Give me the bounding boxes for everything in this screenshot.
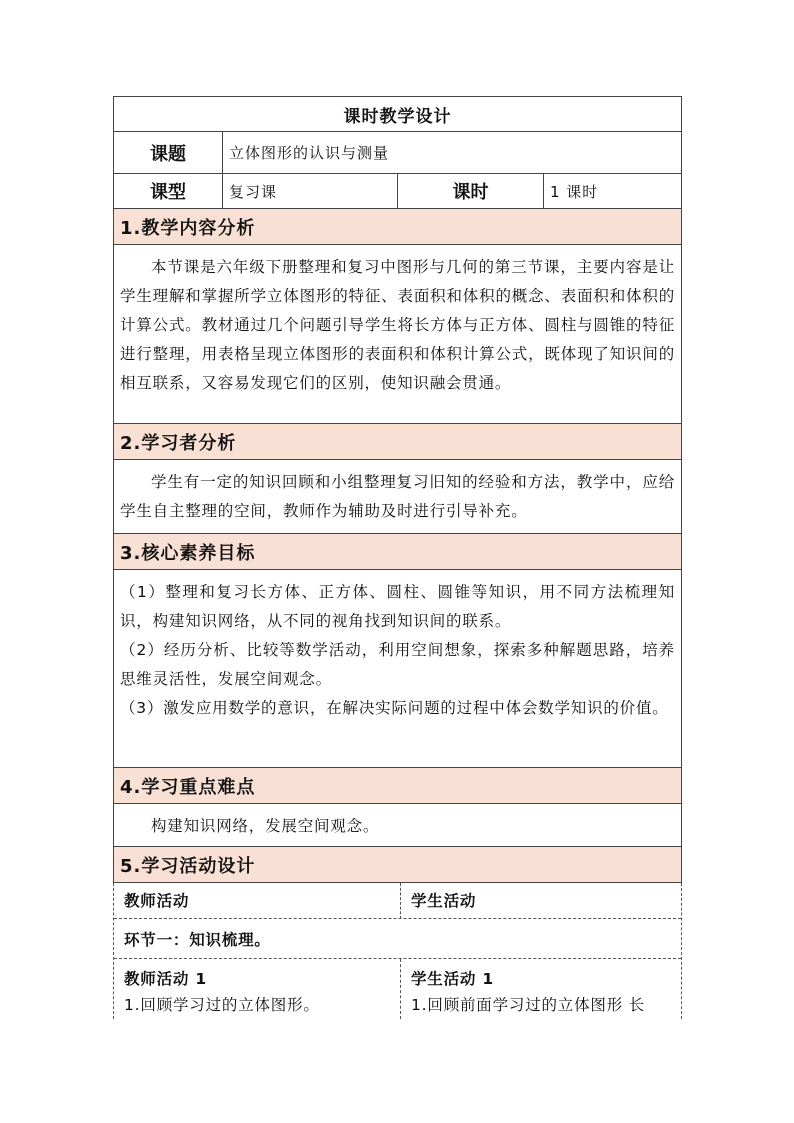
hours-label: 课时: [398, 174, 544, 208]
section-5-header: [113, 847, 682, 883]
section-2-title: 2.学习者分析: [114, 424, 681, 459]
stage-1-text: 环节一：知识梳理。: [124, 930, 271, 949]
topic-row: [113, 132, 682, 174]
section-3-body: [113, 570, 682, 768]
hours-value: 1 课时: [550, 182, 599, 201]
teacher-activity-1: [114, 959, 401, 1019]
title-row: [113, 96, 682, 132]
teacher-activity-1-title: 教师活动 1: [124, 970, 207, 988]
topic-label: 课题: [114, 132, 223, 173]
type-value: 复习课: [223, 174, 398, 208]
section-3-title: 3.核心素养目标: [114, 534, 681, 569]
section-5-title: 5.学习活动设计: [114, 847, 681, 882]
section-4-title: 4.学习重点难点: [114, 768, 681, 803]
section-3-header: [113, 534, 682, 570]
stage-1-title: [114, 928, 681, 950]
section-4-header: [113, 768, 682, 804]
goal-item-3: （3）激发应用数学的意识，在解决实际问题的过程中体会数学知识的价值。: [120, 699, 669, 717]
activity-table: [113, 883, 682, 1019]
section-1-title: 1.教学内容分析: [114, 209, 681, 244]
activity-1-row: [114, 959, 681, 1019]
stage-row: [114, 919, 681, 959]
section-4-body: [113, 804, 682, 847]
section-1-header: [113, 209, 682, 245]
type-row: [113, 174, 682, 209]
topic-value: 立体图形的认识与测量: [229, 144, 390, 162]
goal-item-1: （1）整理和复习长方体、正方体、圆柱、圆锥等知识，用不同方法梳理知识，构建知识网络，从不同的视角找到知识间的联系。: [120, 583, 675, 630]
section-1-body: [113, 245, 682, 424]
section-2-text: 学生有一定的知识回顾和小组整理复习旧知的经验和方法，教学中，应给学生自主整理的空间，教师作为辅助及时进行引导补充。: [120, 473, 675, 520]
activity-header-row: [114, 883, 681, 919]
student-activity-header: 学生活动: [411, 891, 477, 910]
goal-item-2: （2）经历分析、比较等数学活动，利用空间想象，探索多种解题思路，培养思维灵活性，发展空间观念。: [120, 641, 675, 688]
lesson-plan-table: [113, 96, 682, 1019]
section-2-body: [113, 460, 682, 534]
teacher-activity-header: 教师活动: [114, 883, 401, 919]
student-activity-1: [401, 959, 645, 1019]
page-title: 课时教学设计: [343, 106, 452, 127]
student-activity-1-title: 学生活动 1: [411, 970, 494, 988]
section-4-text: 构建知识网络，发展空间观念。: [151, 817, 380, 835]
teacher-activity-1-text: 1.回顾学习过的立体图形。: [124, 996, 320, 1014]
section-1-text: 本节课是六年级下册整理和复习中图形与几何的第三节课，主要内容是让学生理解和掌握所学立体图形的特征、表面积和体积的概念、表面积和体积的计算公式。教材通过几个问题引导学生将长方体与正方体、圆柱与圆锥的特征进行整理，用表格呈现立体图形的表面积和体积计算公式，既体现了知识间的相互联系，又容易发现它们的区别，使知识融会贯通。: [120, 258, 675, 392]
type-label: 课型: [114, 174, 223, 208]
student-activity-1-text: 1.回顾前面学习过的立体图形 长: [411, 996, 646, 1014]
section-2-header: [113, 424, 682, 460]
